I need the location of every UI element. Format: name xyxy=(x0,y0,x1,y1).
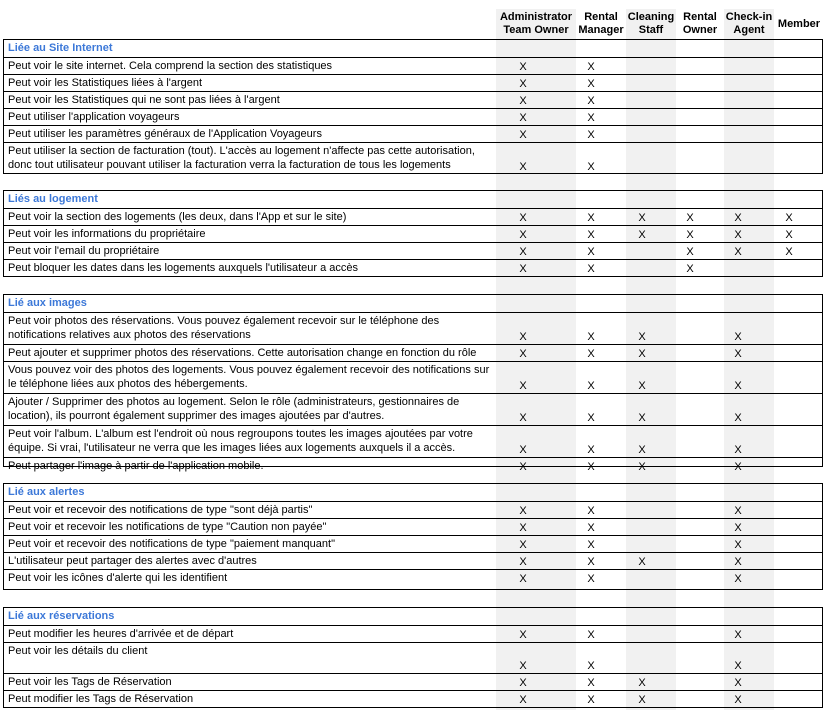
permission-mark: X xyxy=(587,212,595,224)
permission-label-line: Peut voir l'email du propriétaire xyxy=(8,245,160,257)
permission-mark: X xyxy=(734,573,742,585)
section-table xyxy=(3,294,823,473)
permission-row xyxy=(4,535,822,552)
permission-mark: X xyxy=(519,348,527,360)
permission-row xyxy=(4,552,822,569)
section-title: Lié aux réservations xyxy=(8,610,115,622)
permission-mark: X xyxy=(587,694,595,706)
permission-mark: X xyxy=(587,331,595,343)
permission-mark: X xyxy=(734,677,742,689)
column-header-text xyxy=(628,11,674,37)
permission-mark: X xyxy=(519,412,527,424)
section-title-row xyxy=(4,484,822,501)
permission-mark: X xyxy=(734,331,742,343)
permission-label xyxy=(8,111,498,125)
permission-label-line: Peut voir les détails du client xyxy=(8,645,148,657)
permission-label xyxy=(8,645,498,673)
section-title: Liée au Site Internet xyxy=(8,42,113,54)
permission-row xyxy=(4,625,822,642)
permission-mark: X xyxy=(734,505,742,517)
section-table xyxy=(3,483,823,590)
permission-mark: X xyxy=(519,229,527,241)
permission-label-line: Peut voir et recevoir les notifications de type "Caution non payée" xyxy=(8,521,327,533)
permission-label xyxy=(8,628,498,642)
permission-row xyxy=(4,125,822,142)
permission-label xyxy=(8,572,498,586)
permission-label-line: notifications relatives aux photos des réservations xyxy=(8,329,251,341)
permission-label-line: Peut modifier les heures d'arrivée et de départ xyxy=(8,628,234,640)
permission-mark: X xyxy=(519,331,527,343)
permission-mark: X xyxy=(519,444,527,456)
permission-mark: X xyxy=(686,212,694,224)
permission-label-line: donc tout utilisateur pouvant utiliser la facturation verra la facturation de tous les logements xyxy=(8,159,451,171)
permission-label-line: Peut voir photos des réservations. Vous pouvez également recevoir sur le téléphone des xyxy=(8,315,440,327)
permission-label xyxy=(8,504,498,518)
permission-mark: X xyxy=(519,522,527,534)
column-header-line: Rental xyxy=(683,11,717,23)
permission-label xyxy=(8,460,498,474)
permission-label-line: Peut voir l'album. L'album est l'endroit où nous regroupons toutes les images ajoutées par votre xyxy=(8,428,473,440)
permission-mark: X xyxy=(587,522,595,534)
permission-mark: X xyxy=(734,629,742,641)
column-header xyxy=(496,9,576,39)
permission-row xyxy=(4,225,822,242)
permission-mark: X xyxy=(734,522,742,534)
permission-mark: X xyxy=(638,212,646,224)
permission-label-line: Peut voir les Statistiques qui ne sont pas liées à l'argent xyxy=(8,94,280,106)
permission-mark: X xyxy=(638,229,646,241)
permission-mark: X xyxy=(734,444,742,456)
permission-mark: X xyxy=(734,380,742,392)
permission-mark: X xyxy=(734,539,742,551)
permission-label xyxy=(8,676,498,690)
permission-label-line: Ajouter / Supprimer des photos au logement. Selon le rôle (administrateurs, gestionnaires de xyxy=(8,396,460,408)
column-header xyxy=(676,9,724,39)
permission-label-line: Peut ajouter et supprimer photos des réservations. Cette autorisation change en fonction du rôle xyxy=(8,347,477,359)
permission-label-line: Peut utiliser l'application voyageurs xyxy=(8,111,180,123)
permission-label-line: le téléphone liées aux photos des hébergements. xyxy=(8,378,248,390)
section-title-row xyxy=(4,191,822,208)
column-header xyxy=(724,9,774,39)
permission-label xyxy=(8,521,498,535)
permission-mark: X xyxy=(587,95,595,107)
column-header-line: Manager xyxy=(578,24,624,36)
permission-mark: X xyxy=(587,263,595,275)
permission-mark: X xyxy=(587,660,595,672)
permission-mark: X xyxy=(686,263,694,275)
permission-label xyxy=(8,347,498,361)
permission-mark: X xyxy=(587,78,595,90)
column-header xyxy=(774,9,824,39)
permission-row xyxy=(4,242,822,259)
permission-mark: X xyxy=(638,694,646,706)
permission-row xyxy=(4,344,822,361)
permission-mark: X xyxy=(734,412,742,424)
permission-label-line: Vous pouvez voir des photos des logements. Vous pouvez également recevoir des notifications sur xyxy=(8,364,490,376)
column-header-text xyxy=(778,18,820,31)
permission-mark: X xyxy=(519,694,527,706)
permission-mark: X xyxy=(638,380,646,392)
permission-mark: X xyxy=(519,573,527,585)
permission-label-line: Peut utiliser la section de facturation (tout). L'accès au logement n'affecte pas cette autorisation, xyxy=(8,145,475,157)
permission-label-line: Peut modifier les Tags de Réservation xyxy=(8,693,194,705)
permission-label-line xyxy=(8,659,498,673)
section-title: Lié aux images xyxy=(8,297,87,309)
permission-label xyxy=(8,128,498,142)
permission-mark: X xyxy=(785,229,793,241)
permission-mark: X xyxy=(734,246,742,258)
permission-mark: X xyxy=(734,660,742,672)
permission-label xyxy=(8,145,498,173)
permission-label-line: Peut voir les Tags de Réservation xyxy=(8,676,172,688)
permission-mark: X xyxy=(638,444,646,456)
permission-mark: X xyxy=(734,229,742,241)
column-header-text xyxy=(500,11,572,37)
column-header-text xyxy=(578,11,623,37)
permission-row xyxy=(4,361,822,393)
permission-mark: X xyxy=(587,539,595,551)
column-header-text xyxy=(683,11,717,37)
permission-mark: X xyxy=(519,78,527,90)
permission-mark: X xyxy=(638,412,646,424)
permission-row xyxy=(4,57,822,74)
section-title: Liés au logement xyxy=(8,193,98,205)
permission-mark: X xyxy=(734,212,742,224)
permission-label xyxy=(8,211,498,225)
permission-label xyxy=(8,555,498,569)
permission-mark: X xyxy=(519,161,527,173)
permission-label-line: Peut voir et recevoir des notifications de type "paiement manquant" xyxy=(8,538,335,550)
permission-label-line: L'utilisateur peut partager des alertes avec d'autres xyxy=(8,555,257,567)
permission-mark: X xyxy=(519,380,527,392)
permission-label-line: Peut voir la section des logements (les deux, dans l'App et sur le site) xyxy=(8,211,347,223)
permission-mark: X xyxy=(587,444,595,456)
permission-mark: X xyxy=(519,263,527,275)
permission-mark: X xyxy=(519,129,527,141)
permission-mark: X xyxy=(587,112,595,124)
section-title-row xyxy=(4,295,822,312)
permission-label xyxy=(8,315,498,343)
permission-label-line: Peut voir le site internet. Cela comprend la section des statistiques xyxy=(8,60,333,72)
permission-mark: X xyxy=(587,573,595,585)
permission-mark: X xyxy=(734,556,742,568)
permission-mark: X xyxy=(785,246,793,258)
permission-mark: X xyxy=(587,229,595,241)
permission-label-line: Peut partager l'image à partir de l'application mobile. xyxy=(8,460,264,472)
permission-mark: X xyxy=(519,61,527,73)
permission-mark: X xyxy=(519,629,527,641)
permission-mark: X xyxy=(638,677,646,689)
permission-label-line: Peut voir les icônes d'alerte qui les identifient xyxy=(8,572,228,584)
permission-row xyxy=(4,642,822,673)
permission-mark: X xyxy=(587,461,595,473)
permission-row xyxy=(4,690,822,707)
permission-mark: X xyxy=(734,694,742,706)
permission-mark: X xyxy=(519,95,527,107)
permission-label-line: Peut voir les informations du propriétaire xyxy=(8,228,206,240)
permission-label-line: Peut voir les Statistiques liées à l'argent xyxy=(8,77,203,89)
section-table xyxy=(3,190,823,277)
permission-mark: X xyxy=(638,348,646,360)
column-header-line: Cleaning xyxy=(627,11,675,23)
permission-mark: X xyxy=(519,660,527,672)
permission-mark: X xyxy=(587,412,595,424)
permission-row xyxy=(4,312,822,344)
permission-label xyxy=(8,364,498,392)
column-header-text xyxy=(726,11,772,37)
permission-label xyxy=(8,60,498,74)
permission-row xyxy=(4,108,822,125)
column-header-line: Member xyxy=(777,17,821,30)
permission-mark: X xyxy=(519,556,527,568)
section-table xyxy=(3,39,823,174)
permission-mark: X xyxy=(686,229,694,241)
column-header-line: Owner xyxy=(682,24,718,36)
permission-label xyxy=(8,538,498,552)
permission-label xyxy=(8,77,498,91)
permission-mark: X xyxy=(587,246,595,258)
permission-mark: X xyxy=(519,461,527,473)
permission-mark: X xyxy=(587,380,595,392)
permission-label xyxy=(8,228,498,242)
section-title: Lié aux alertes xyxy=(8,486,85,498)
section-title-row xyxy=(4,608,822,625)
permission-mark: X xyxy=(519,539,527,551)
permission-mark: X xyxy=(519,677,527,689)
permission-mark: X xyxy=(587,677,595,689)
permission-mark: X xyxy=(519,246,527,258)
column-header-line: Rental xyxy=(584,11,618,23)
permission-row xyxy=(4,518,822,535)
permission-mark: X xyxy=(638,556,646,568)
permission-row xyxy=(4,393,822,425)
column-header-line: Agent xyxy=(733,24,765,36)
permission-label xyxy=(8,262,498,276)
permission-label xyxy=(8,428,498,456)
permission-row xyxy=(4,142,822,174)
section-title-row xyxy=(4,40,822,57)
permission-label xyxy=(8,245,498,259)
permission-mark: X xyxy=(587,556,595,568)
permission-label xyxy=(8,94,498,108)
permission-mark: X xyxy=(734,348,742,360)
permission-mark: X xyxy=(519,112,527,124)
column-header xyxy=(576,9,626,39)
permission-row xyxy=(4,425,822,457)
permission-mark: X xyxy=(587,129,595,141)
permission-label-line: location), ils pourront également supprimer des images ajoutées par d'autres. xyxy=(8,410,385,422)
permission-row xyxy=(4,569,822,586)
column-header-line: Check-in xyxy=(725,11,773,23)
permission-row xyxy=(4,457,822,474)
column-header xyxy=(626,9,676,39)
permission-row xyxy=(4,74,822,91)
permission-row xyxy=(4,501,822,518)
permission-row xyxy=(4,91,822,108)
permission-row xyxy=(4,673,822,690)
permission-mark: X xyxy=(587,505,595,517)
permission-mark: X xyxy=(638,461,646,473)
permission-label-line: Peut bloquer les dates dans les logements auxquels l'utilisateur a accès xyxy=(8,262,359,274)
permission-label-line: Peut voir et recevoir des notifications de type "sont déjà partis" xyxy=(8,504,313,516)
permission-mark: X xyxy=(734,461,742,473)
column-header-line: Team Owner xyxy=(503,24,569,36)
column-header-line: Staff xyxy=(638,24,664,36)
permission-mark: X xyxy=(785,212,793,224)
column-header-line: Administrator xyxy=(499,11,573,23)
permission-row xyxy=(4,259,822,276)
permission-mark: X xyxy=(686,246,694,258)
permission-row xyxy=(4,208,822,225)
section-table xyxy=(3,607,823,708)
permission-mark: X xyxy=(587,629,595,641)
permission-label-line: Peut utiliser les paramètres généraux de l'Application Voyageurs xyxy=(8,128,322,140)
permission-mark: X xyxy=(587,348,595,360)
permission-label xyxy=(8,693,498,707)
permission-label xyxy=(8,396,498,424)
permission-mark: X xyxy=(519,212,527,224)
permission-mark: X xyxy=(587,61,595,73)
permission-mark: X xyxy=(638,331,646,343)
permission-mark: X xyxy=(587,161,595,173)
permission-label-line: équipe. Si vrai, l'utilisateur ne verra que les images liées aux logements auxquels il a accès. xyxy=(8,442,456,454)
permission-mark: X xyxy=(519,505,527,517)
